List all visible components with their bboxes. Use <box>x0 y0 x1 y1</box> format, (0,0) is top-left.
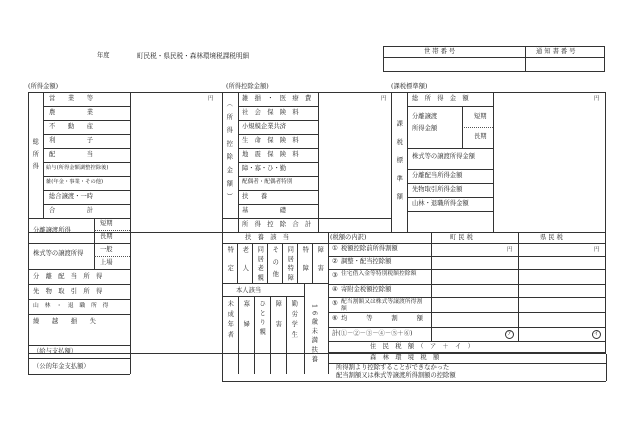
standard-side-label: 課税標準額 <box>395 120 403 212</box>
income-row: 営 業 等 <box>49 95 94 102</box>
income-other-row: 分 離 配 当 所 得 <box>33 273 103 280</box>
separate-transfer-label: 分離譲渡所得 <box>33 227 71 234</box>
yen-unit: 円 <box>381 96 387 102</box>
tax-row-label: 税額控除前所得割額 <box>341 245 398 252</box>
income-row: 不 動 産 <box>49 123 94 130</box>
standard-sub: 長期 <box>474 133 487 140</box>
circle-a: ア <box>506 331 513 337</box>
deduction-row: 障・寡・ひ・勤 <box>242 165 287 172</box>
tax-row-num: ① <box>332 245 338 252</box>
year-label: 年度 <box>97 52 110 59</box>
family-specific: 特定 <box>226 246 234 283</box>
tax-row-label: 寄附金税額控除額 <box>341 286 392 293</box>
income-row: 配 当 <box>49 151 94 158</box>
deduction-total: 所 得 控 除 合 計 <box>242 221 312 228</box>
income-side-label: 総所得 <box>31 138 39 175</box>
income-row: 雑(年金・事業・その他) <box>46 179 104 185</box>
deduction-side-label: （所得控除金額） <box>225 100 233 207</box>
yen-unit: 円 <box>594 247 600 253</box>
family-disabled: 障害 <box>316 246 324 283</box>
family-header: 扶 養 該 当 <box>245 234 290 241</box>
deduction-row: 扶 養 <box>242 193 268 200</box>
self-single-parent: ひとり親 <box>258 300 266 338</box>
income-row: 合 計 <box>49 207 94 214</box>
tax-row-label: 均 等 割 額 <box>341 315 423 322</box>
yen-unit: 円 <box>507 247 513 253</box>
tax-col-prefecture: 県 民 税 <box>540 234 563 241</box>
document-title: 町民税・県民税・森林環境税課税明細 <box>137 52 250 60</box>
self-minor: 未成年者 <box>226 300 234 342</box>
income-row: 利 子 <box>49 137 94 144</box>
family-special-disabled: 特障 <box>301 246 309 283</box>
standard-sub: 短期 <box>474 113 487 120</box>
separate-long: 長期 <box>100 233 113 240</box>
stock-transfer-label: 株式等の譲渡所得 <box>33 250 84 257</box>
yen-unit: 円 <box>208 96 214 102</box>
forest-env-tax: 森 林 環 境 税 額 <box>370 354 440 361</box>
income-row: 総合譲渡・一時 <box>49 193 94 200</box>
separate-short: 短期 <box>100 220 113 227</box>
deduction-row: 社 会 保 険 料 <box>242 109 299 116</box>
standard-row: 総 所 得 金 額 <box>412 95 469 102</box>
standard-row: 山林・退職所得金額 <box>412 200 469 207</box>
tax-row-num: ⑤ <box>332 300 338 307</box>
tax-row-num: ⑥ <box>332 315 338 322</box>
circle-b: イ <box>593 331 600 337</box>
stock-general: 一般 <box>100 246 113 253</box>
income-row: 給与(所得金額調整控除後) <box>46 165 109 171</box>
under16-dependents: 16歳未満扶養 <box>310 304 318 365</box>
income-other-row: 先 物 取 引 所 得 <box>33 288 103 295</box>
deduction-row: 小規模企業共済 <box>242 123 287 130</box>
self-working-student: 勤労学生 <box>290 300 298 342</box>
family-other: その他 <box>271 246 279 283</box>
uncredited-note: 所得割より控除することができなかった <box>336 364 450 371</box>
self-header: 本人該当 <box>236 287 262 294</box>
tax-row-label: 住宅借入金等特別税額控除額 <box>341 271 417 277</box>
self-widow: 寡婦 <box>242 300 250 341</box>
notice-number-label: 通 知 書 番 号 <box>536 48 576 55</box>
stock-listed: 上場 <box>100 259 113 266</box>
pension-paid: （公的年金支払額） <box>33 363 90 370</box>
standard-row: 株式等の譲渡所得金額 <box>412 153 475 160</box>
tax-row-label: 配当割額又は株式等譲渡所得割額 <box>341 299 423 312</box>
tax-row-num: ② <box>332 258 338 265</box>
standard-section-label: (課税標準額) <box>391 83 428 90</box>
deduction-row: 生 命 保 険 料 <box>242 137 299 144</box>
salary-paid: （給与支払額） <box>33 348 78 355</box>
tax-col-town: 町 民 税 <box>450 234 473 241</box>
household-number-label: 世 帯 番 号 <box>424 48 456 55</box>
deduction-row: 雑 損 ・ 医 療 費 <box>242 95 312 102</box>
standard-row: 分離配当所得金額 <box>412 172 463 179</box>
tax-row-label: 計(①－②－③－④－⑤＋⑥) <box>332 330 413 337</box>
standard-row: 所得金額 <box>412 125 438 132</box>
deduction-row: 基 礎 <box>242 207 287 214</box>
tax-row-num: ④ <box>332 286 338 293</box>
standard-row: 分離譲渡 <box>412 113 438 120</box>
yen-unit: 円 <box>594 96 600 102</box>
family-cohabit-parent: 同居老親 <box>256 246 264 284</box>
standard-row: 先物取引所得金額 <box>412 186 463 193</box>
deduction-row: 地 震 保 険 料 <box>242 151 299 158</box>
tax-breakdown-header: (税額の内訳) <box>330 234 367 241</box>
deduction-row: 配偶者・配偶者特別 <box>242 179 293 185</box>
tax-row-label: 調整・配当控除額 <box>341 258 392 265</box>
income-other-row: 山 林 ・ 退 職 所 得 <box>33 303 109 309</box>
deduction-section-label: (所得控除金額) <box>226 83 269 90</box>
uncredited-note: 配当割額又は株式等譲渡所得割額の控除額 <box>336 372 456 379</box>
family-elderly: 老人 <box>241 246 249 283</box>
resident-tax-total: 住 民 税 額 （ ア ＋ イ ） <box>370 343 474 350</box>
income-section-label: (所得金額) <box>28 83 59 90</box>
self-disabled: 障害 <box>274 300 282 341</box>
family-cohabit-special: 同居特障 <box>286 246 294 284</box>
income-other-row: 繰 越 損 失 <box>33 318 96 325</box>
tax-row-num: ③ <box>332 272 338 279</box>
income-row: 農 業 <box>49 109 94 116</box>
